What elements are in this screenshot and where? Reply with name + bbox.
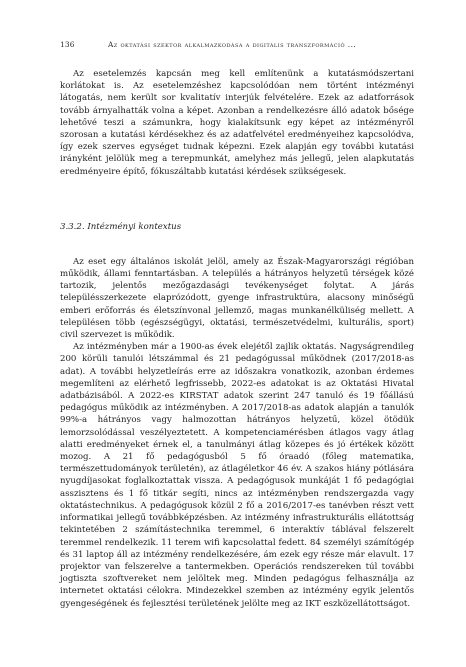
body-text	[60, 68, 414, 610]
paragraph-institution-details: Az intézményben már a 1900-as évek elejétől zajlik oktatás. Nagyságrendileg 200 körüli tanulói létszámmal és 21 pedagógussal működnek (2017/2018-as adat). A további helyzetleírás erre az időszakra vonatkozik, azonban érdemes megemlíteni az elérhető legfrissebb, 2022-es adatokat is az Oktatási Hivatal adatbázisából. A 2022-es KIRSTAT adatok szerint 247 tanuló és 19 főállású pedagógus működik az intézményben. A 2017/2018-as adatok alapján a tanulók 99%-a hátrányos vagy halmozottan hátrányos helyzetű, közel ötödük lemorzsolódással veszélyeztetett. A kompetenciamérésben átlagos vagy átlag alatti eredményeket érnek el, a tanulmányi átlag közepes és jó értékek között mozog. A 21 fő pedagógusból 5 fő óraadó (főleg matematika, természettudományok területén), az átlagéletkor 46 év. A szakos hiány pótlására nyugdíjasokat foglalkoztattak vissza. A pedagógusok munkáját 1 fő pedagógiai asszisztens és 1 fő titkár segíti, nincs az intézményben rendszergazda vagy oktatástechnikus. A pedagógusok közül 2 fő a 2016/2017-es tanévben részt vett informatikai jellegű továbbképzésben. Az intézmény infrastrukturális ellátottság tekintetében 2 számítástechnika teremmel, 6 interaktív táblával felszerelt teremmel rendelkezik. 11 terem wifi kapcsolattal fedett. 84 személyi számítógép és 31 laptop áll az intézmény rendelkezésére, ám ezek egy része már elavult. 17 projektor van felszerelve a tantermekben. Operációs rendszereken túl további jogtiszta szoftvereket nem jelöltek meg. Minden pedagógus felhasználja az internetet oktatási célokra. Mindezekkel szemben az intézmény egyik jelentős gyengeségének és fejlesztési területének jelölte meg az IKT eszközellátottságot.	[60, 342, 414, 609]
document-page	[60, 40, 414, 610]
paragraph-methodology-limits: Az esetelemzés kapcsán meg kell említenünk a kutatásmódszertani korlátokat is. Az esetelemzéshez kapcsolódóan nem történt intézményi látogatás, nem került sor kvalitatív interjúk felvételére. Ezek az adatforrások tovább árnyalhatták volna a képet. Azonban a rendelkezésre álló adatok bősége lehetővé teszi a számunkra, hogy kialakítsunk egy képet az intézményről szorosan a kutatási kérdésekhez és az adatfelvétel eredményeihez kapcsolódva, így ezek szerves egységet tudnak képezni. Ezek alapján egy további kutatási irányként jelölük meg a terepmunkát, amelyhez más jellegű, jelen alapkutatás eredményeire építő, fókuszáltabb kutatási kérdések szükségesek.	[60, 69, 414, 177]
running-header	[60, 40, 414, 49]
paragraph-institution-setting: Az eset egy általános iskolát jelöl, amely az Észak-Magyarországi régióban működik, állami fenntartásban. A település a hátrányos helyzetű térségek közé tartozik, jelentős mezőgazdasági tevékenységet folytat. A járás településszerkezete elaprózódott, gyenge infrastruktúra, alacsony minőségű emberi erőforrás és életszínvonal jellemző, magas munkanélküliség mellett. A településen több (egészségügyi, oktatási, természetvédelmi, kulturális, sport) civil szervezet is működik.	[60, 256, 414, 341]
running-title: Az oktatási szektor alkalmazkodása a digitális transzformáció ...	[108, 40, 357, 49]
page-number: 136	[60, 40, 75, 49]
section-heading: 3.3.2. Intézményi kontextus	[60, 221, 182, 232]
